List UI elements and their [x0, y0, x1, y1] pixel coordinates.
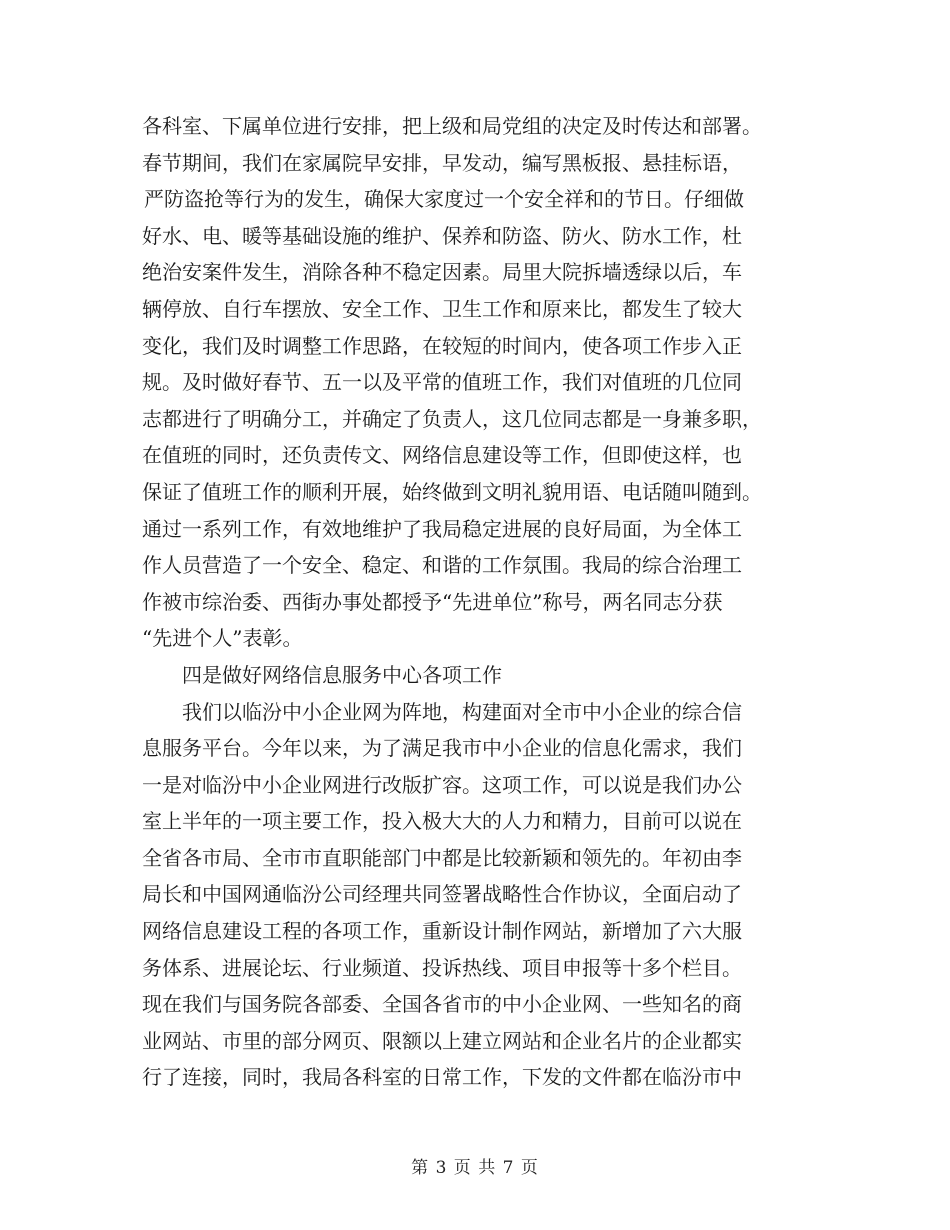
text-line: 春节期间，我们在家属院早安排，早发动，编写黑板报、悬挂标语，: [142, 150, 742, 175]
text-line: “先进个人”表彰。: [142, 626, 303, 651]
text-line: 各科室、下属单位进行安排，把上级和局党组的决定及时传达和部署。: [142, 114, 762, 138]
section-heading: 四是做好网络信息服务中心各项工作: [182, 662, 502, 687]
body-text: [142, 108, 802, 1096]
text-line: 规。及时做好春节、五一以及平常的值班工作，我们对值班的几位同: [142, 370, 742, 395]
text-line: 网络信息建设工程的各项工作，重新设计制作网站，新增加了六大服: [142, 919, 742, 944]
text-line: 务体系、进展论坛、行业频道、投诉热线、项目申报等十多个栏目。: [142, 955, 742, 980]
text-line: 全省各市局、全市市直职能部门中都是比较新颖和领先的。年初由李: [142, 845, 742, 870]
text-line: 好水、电、暖等基础设施的维护、保养和防盗、防火、防水工作，杜: [142, 223, 742, 248]
text-line: 辆停放、自行车摆放、安全工作、卫生工作和原来比，都发生了较大: [142, 296, 742, 321]
text-line: 绝治安案件发生，消除各种不稳定因素。局里大院拆墙透绿以后，车: [142, 260, 742, 285]
text-line: 变化，我们及时调整工作思路，在较短的时间内，使各项工作步入正: [142, 333, 742, 358]
page-number-footer: 第 3 页 共 7 页: [411, 1158, 539, 1178]
text-line: 行了连接，同时，我局各科室的日常工作，下发的文件都在临汾市中: [142, 1065, 742, 1090]
text-line: 息服务平台。今年以来，为了满足我市中小企业的信息化需求，我们: [142, 736, 742, 761]
text-line: 志都进行了明确分工，并确定了负责人，这几位同志都是一身兼多职，: [142, 406, 762, 431]
text-line: 现在我们与国务院各部委、全国各省市的中小企业网、一些知名的商: [142, 992, 742, 1017]
text-line: 一是对临汾中小企业网进行改版扩容。这项工作，可以说是我们办公: [142, 772, 742, 797]
text-line: 通过一系列工作，有效地维护了我局稳定进展的良好局面，为全体工: [142, 516, 742, 541]
text-line: 局长和中国网通临汾公司经理共同签署战略性合作协议，全面启动了: [142, 882, 742, 907]
text-line: 严防盗抢等行为的发生，确保大家度过一个安全祥和的节日。仔细做: [144, 187, 744, 212]
text-line: 室上半年的一项主要工作，投入极大大的人力和精力，目前可以说在: [142, 809, 742, 834]
text-line: 业网站、市里的部分网页、限额以上建立网站和企业名片的企业都实: [142, 1028, 742, 1053]
text-line: 我们以临汾中小企业网为阵地，构建面对全市中小企业的综合信: [182, 699, 742, 724]
text-line: 保证了值班工作的顺利开展，始终做到文明礼貌用语、电话随叫随到。: [142, 479, 762, 504]
text-line: 作人员营造了一个安全、稳定、和谐的工作氛围。我局的综合治理工: [142, 553, 742, 578]
text-line: 在值班的同时，还负责传文、网络信息建设等工作，但即使这样，也: [142, 443, 742, 468]
text-line: 作被市综治委、西街办事处都授予“先进单位”称号，两名同志分获: [142, 589, 723, 614]
